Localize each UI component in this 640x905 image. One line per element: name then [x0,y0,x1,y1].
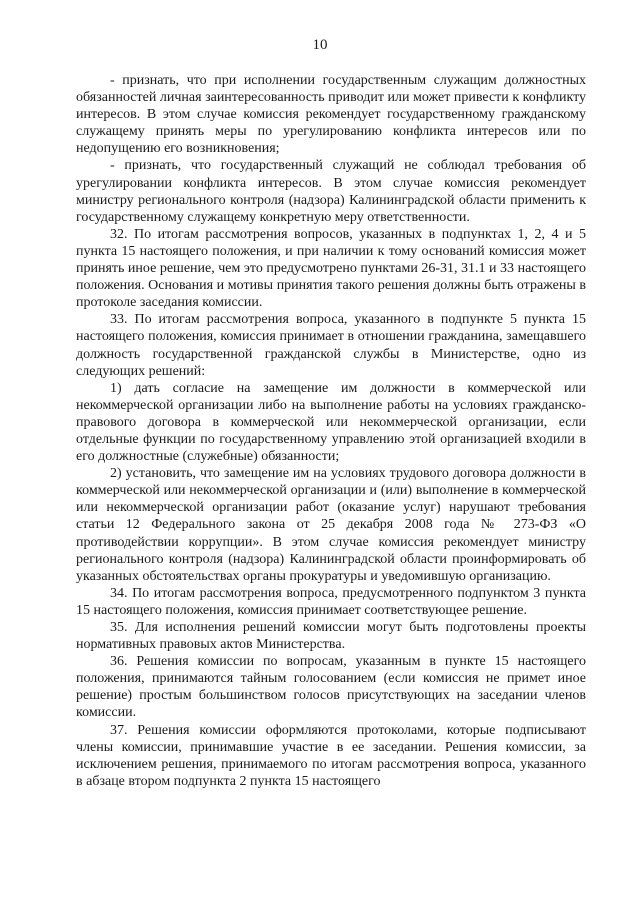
paragraph-clause-34: 34. По итогам рассмотрения вопроса, предусмотренного подпунктом 3 пункта 15 настоящего положения, комиссия принимает соответствующее решение. [76,585,586,618]
paragraph-apply-responsibility: - признать, что государственный служащий не соблюдал требования об урегулировании конфликта интересов. В этом случае комиссия рекомендует министру регионального контроля (надзора) Калининградской области применить к государственному служащему конкретную меру ответственности. [76,158,586,225]
paragraph-clause-37: 37. Решения комиссии оформляются протоколами, которые подписывают члены комиссии, принимавшие участие в ее заседании. Решения комиссии, за исключением решения, принимаемого по итогам рассмотрения вопроса, указанного в абзаце втором подпункта 2 пункта 15 настоящего [76,722,586,789]
paragraph-clause-33-item-1: 1) дать согласие на замещение им должности в коммерческой или некоммерческой организации либо на выполнение работы на условиях гражданско-правового договора в коммерческой или некоммерческой организации, если отдельные функции по государственному управлению этой организацией входили в его должностные (служебные) обязанности; [76,380,586,465]
paragraph-recommend-measures: - признать, что при исполнении государственным служащим должностных обязанностей личная заинтересованность приводит или может привести к конфликту интересов. В этом случае комиссия рекомендует государственному гражданскому служащему принять меры по урегулированию конфликта интересов или по недопущению его возникновения; [76,73,586,157]
paragraph-clause-32: 32. По итогам рассмотрения вопросов, указанных в подпунктах 1, 2, 4 и 5 пункта 15 настоящего положения, и при наличии к тому оснований комиссия может принять иное решение, чем это предусмотрено пунктами 26-31, 31.1 и 33 настоящего положения. Основания и мотивы принятия такого решения должны быть отражены в протоколе заседания комиссии. [76,226,586,311]
paragraph-clause-35: 35. Для исполнения решений комиссии могут быть подготовлены проекты нормативных правовых актов Министерства. [76,620,586,653]
paragraph-clause-33-item-2: 2) установить, что замещение им на условиях трудового договора должности в коммерческой или некоммерческой организации и (или) выполнение в коммерческой или некоммерческой организации работ (оказание услуг) нарушают требования статьи 12 Федерального закона от 25 декабря 2008 года № 273-ФЗ «О противодействии коррупции». В этом случае комиссия рекомендует министру регионального контроля (надзора) Калининградской области проинформировать об указанных обстоятельствах органы прокуратуры и уведомившую организацию. [76,466,586,584]
paragraph-clause-33: 33. По итогам рассмотрения вопроса, указанного в подпункте 5 пункта 15 настоящего положения, комиссия принимает в отношении гражданина, замещавшего должность государственной гражданской службы в Министерстве, одно из следующих решений: [76,312,586,379]
page-number: 10 [312,37,328,53]
document-body [76,72,586,790]
paragraph-clause-36: 36. Решения комиссии по вопросам, указанным в пункте 15 настоящего положения, принимаются тайным голосованием (если комиссия не примет иное решение) простым большинством голосов присутствующих на заседании членов комиссии. [76,654,586,721]
